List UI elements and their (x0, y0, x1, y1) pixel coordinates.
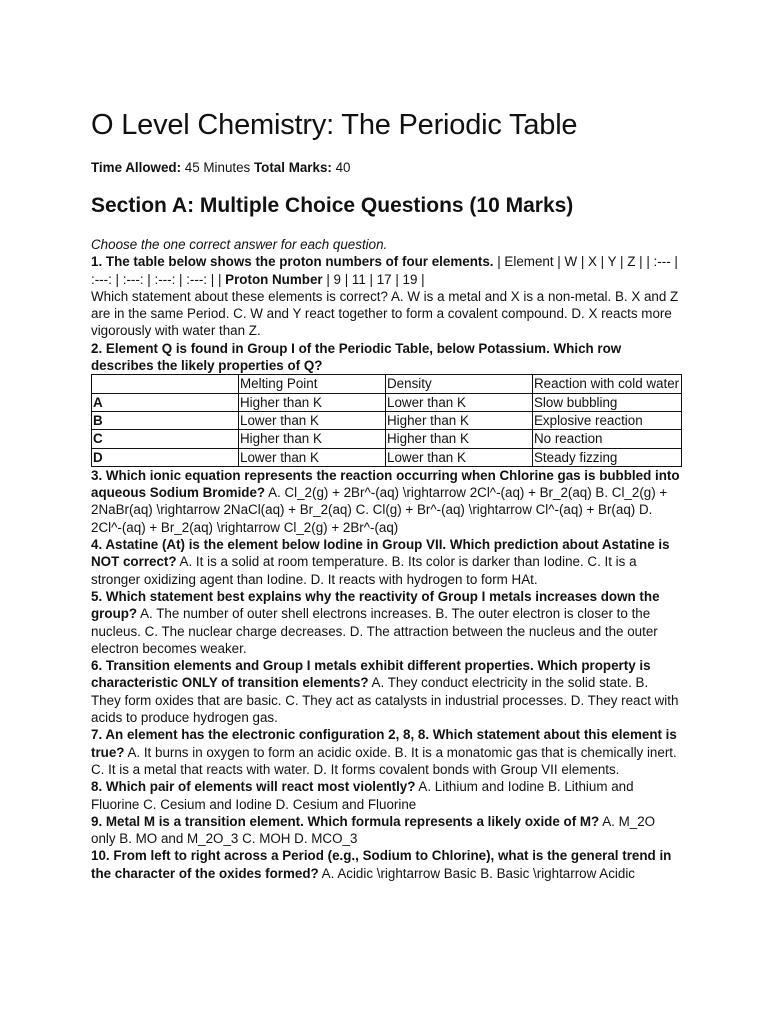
question-1-inline-bold: Proton Number (225, 271, 323, 287)
question-10 (91, 847, 681, 882)
question-7 (91, 726, 681, 778)
question-1-body: Which statement about these elements is correct? A. W is a metal and X is a non-metal. B. X and Z are in the same Period. C. W and Y react together to form a covalent compound. D. X reacts more vigorously with water than Z. (91, 288, 679, 339)
question-10-lead: 10. From left to right across a Period (e.g., Sodium to Chlorine), what is the general trend in the character of the oxides formed? (91, 848, 672, 881)
question-4-options: A. It is a solid at room temperature. B. Its color is darker than Iodine. C. It is a stronger oxidizing agent than Iodine. D. It reacts with hydrogen to form HAt. (91, 554, 637, 587)
table-cell: Steady fizzing (533, 448, 682, 466)
question-9 (91, 813, 681, 848)
table-row (92, 411, 682, 429)
table-cell: Lower than K (239, 448, 386, 466)
question-1 (91, 253, 681, 288)
table-cell: Higher than K (386, 430, 533, 448)
question-8-lead: 8. Which pair of elements will react most violently? (91, 779, 416, 795)
table-cell: Higher than K (386, 411, 533, 429)
question-7-lead: 7. An element has the electronic configuration 2, 8, 8. Which statement about this element is true? (91, 727, 677, 760)
question-8-options: A. Lithium and Iodine B. Lithium and Fluorine C. Cesium and Iodine D. Cesium and Fluorine (91, 779, 634, 812)
total-marks-value: 40 (331, 160, 351, 175)
properties-table (91, 374, 682, 466)
table-cell: Higher than K (239, 393, 386, 411)
question-4 (91, 536, 681, 588)
table-cell: Explosive reaction (533, 411, 682, 429)
table-row (92, 393, 682, 411)
question-3-options: A. Cl_2(g) + 2Br^-(aq) \rightarrow 2Cl^-(aq) + Br_2(aq) B. Cl_2(g) + 2NaBr(aq) \rightarrow 2NaCl(aq) + Br_2(aq) C. Cl(g) + Br^-(aq) \rightarrow Cl^-(aq) + Br(aq) D. 2Cl^-(aq) + Br_2(aq) \rightarrow Cl_2(g) + 2Br^-(aq) (91, 485, 668, 535)
section-a-heading: Section A: Multiple Choice Questions (10 Marks) (91, 194, 574, 217)
table-cell: No reaction (533, 430, 682, 448)
question-2-lead: 2. Element Q is found in Group I of the Periodic Table, below Potassium. Which row describes the likely properties of Q? (91, 340, 622, 374)
question-1-inline-rest: | 9 | 11 | 17 | 19 | (322, 271, 425, 287)
table-cell: Higher than K (239, 430, 386, 448)
question-3 (91, 467, 681, 536)
total-marks-label: Total Marks: (253, 160, 332, 175)
question-6-options: A. They conduct electricity in the solid state. B. They form oxides that are basic. C. They act as catalysts in industrial processes. D. They react with acids to produce hydrogen gas. (91, 675, 679, 726)
question-1-inline-table: | Element | W | X | Y | Z | | :--- | :---: | :---: | :---: | :---: | | (91, 254, 678, 287)
table-row-label: D (92, 448, 239, 466)
exam-meta (91, 160, 351, 175)
question-8 (91, 778, 681, 813)
question-5 (91, 588, 681, 657)
table-header-cell: Melting Point (239, 375, 386, 393)
table-cell: Lower than K (239, 411, 386, 429)
questions-body (91, 236, 681, 882)
table-row-label: A (92, 393, 239, 411)
question-7-options: A. It burns in oxygen to form an acidic oxide. B. It is a monatomic gas that is chemically inert. C. It is a metal that reacts with water. D. It forms covalent bonds with Group VII elements. (91, 744, 677, 777)
document-title: O Level Chemistry: The Periodic Table (91, 109, 578, 141)
question-9-options: A. M_2O only B. MO and M_2O_3 C. MOH D. MCO_3 (91, 813, 656, 847)
question-6-lead: 6. Transition elements and Group I metals exhibit different properties. Which property is characteristic ONLY of transition elements? (91, 658, 651, 691)
question-5-options: A. The number of outer shell electrons increases. B. The outer electron is closer to the nucleus. C. The nuclear charge decreases. D. The attraction between the nucleus and the outer electron becomes weaker. (91, 606, 658, 656)
table-header-cell: Reaction with cold water (533, 375, 682, 393)
question-4-lead: 4. Astatine (At) is the element below Iodine in Group VII. Which prediction about Astatine is NOT correct? (91, 537, 670, 570)
question-9-lead: 9. Metal M is a transition element. Which formula represents a likely oxide of M? (91, 813, 600, 829)
question-10-options: A. Acidic \rightarrow Basic B. Basic \rightarrow Acidic (318, 865, 635, 881)
table-header-row (92, 375, 682, 393)
section-instruction: Choose the one correct answer for each question. (91, 237, 388, 252)
table-cell: Lower than K (386, 448, 533, 466)
question-1-lead: 1. The table below shows the proton numbers of four elements. (91, 254, 494, 270)
table-row-label: C (92, 430, 239, 448)
table-row-label: B (92, 411, 239, 429)
table-row (92, 430, 682, 448)
question-3-lead: 3. Which ionic equation represents the reaction occurring when Chlorine gas is bubbled into aqueous Sodium Bromide? (91, 467, 680, 501)
time-allowed-label: Time Allowed: (91, 160, 182, 175)
table-row (92, 448, 682, 466)
table-header-cell (92, 375, 239, 393)
question-6 (91, 657, 681, 726)
table-header-cell: Density (386, 375, 533, 393)
time-allowed-value: 45 Minutes (181, 160, 254, 175)
table-cell: Lower than K (386, 393, 533, 411)
table-cell: Slow bubbling (533, 393, 682, 411)
question-5-lead: 5. Which statement best explains why the reactivity of Group I metals increases down the group? (91, 588, 660, 622)
